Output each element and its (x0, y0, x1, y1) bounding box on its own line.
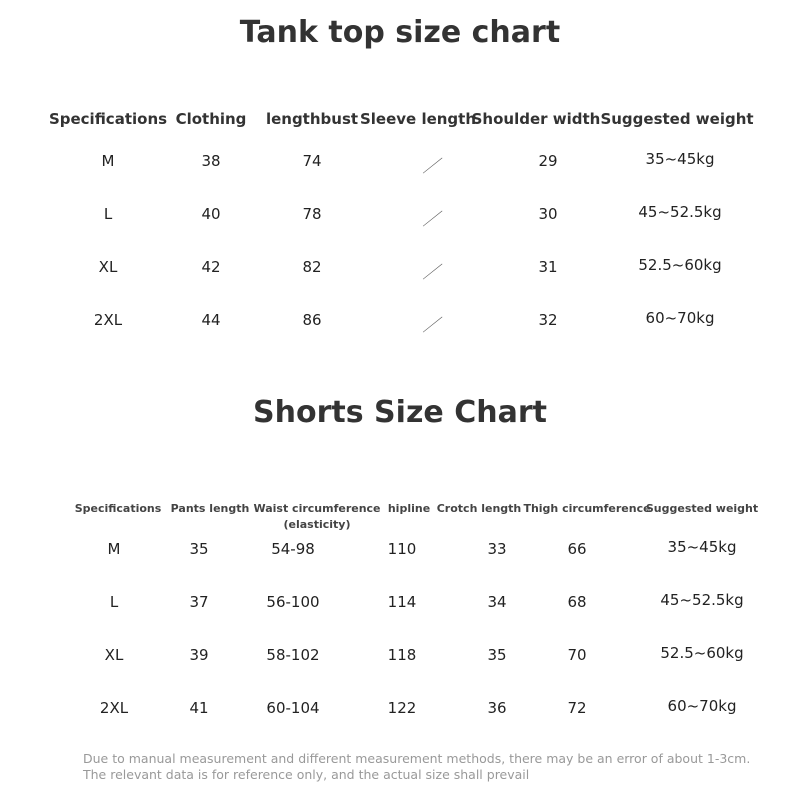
tank-table-cell: 40 (201, 205, 221, 223)
tank-table-cell: 35~45kg (645, 150, 715, 168)
tank-header-label: Shoulder width (471, 110, 601, 128)
tank-header-label: Specifications (48, 110, 168, 128)
shorts-header-cell (75, 502, 162, 515)
shorts-table-cell: 58-102 (266, 646, 320, 664)
shorts-header-cell (388, 502, 430, 515)
shorts-table-cell: 45~52.5kg (660, 591, 744, 609)
shorts-header-cell (523, 502, 650, 515)
shorts-table-cell: 72 (567, 699, 587, 717)
shorts-header-label: Crotch length (436, 502, 522, 515)
tank-table-cell: 32 (538, 311, 558, 329)
shorts-table-cell: 60~70kg (667, 697, 737, 715)
shorts-table-cell: 56-100 (266, 593, 320, 611)
shorts-header-label: Suggested weight (645, 502, 759, 515)
shorts-table-cell: 35 (487, 646, 507, 664)
shorts-table-cell: 66 (567, 540, 587, 558)
tank-top-title: Tank top size chart (239, 15, 561, 50)
tank-table-cell: ／ (422, 263, 440, 283)
shorts-header-label: Thigh circumference (523, 502, 651, 515)
shorts-header-label: hipline (387, 502, 431, 515)
shorts-header-label: Pants length (170, 502, 250, 515)
tank-table-cell: L (103, 205, 113, 223)
tank-table-cell: M (101, 152, 115, 170)
shorts-table-cell: 37 (189, 593, 209, 611)
shorts-table-cell: 122 (387, 699, 417, 717)
shorts-header-label: Waist circumference (253, 502, 381, 515)
shorts-table-cell: 35 (189, 540, 209, 558)
tank-header-label: Suggested weight (600, 110, 754, 128)
shorts-header-cell (437, 502, 522, 515)
tank-table-cell: ／ (422, 316, 440, 336)
tank-table-cell: 74 (302, 152, 322, 170)
tank-table-cell: ／ (422, 210, 440, 230)
shorts-table-cell: 39 (189, 646, 209, 664)
shorts-table-cell: 52.5~60kg (660, 644, 744, 662)
shorts-table-cell: 54-98 (271, 540, 315, 558)
tank-table-cell: 2XL (93, 311, 123, 329)
tank-table-cell: 78 (302, 205, 322, 223)
shorts-table-cell: 70 (567, 646, 587, 664)
shorts-table-cell: 2XL (99, 699, 129, 717)
tank-table-cell: XL (98, 258, 118, 276)
tank-table-cell: 52.5~60kg (638, 256, 722, 274)
tank-table-cell: 31 (538, 258, 558, 276)
shorts-table-cell: 110 (387, 540, 417, 558)
shorts-table-cell: 35~45kg (667, 538, 737, 556)
shorts-table-cell: 60-104 (266, 699, 320, 717)
tank-header-label: Sleeve length (359, 110, 477, 128)
shorts-table-cell: 118 (387, 646, 417, 664)
tank-header-label: lengthbust (265, 110, 359, 128)
tank-table-cell: ／ (422, 157, 440, 177)
tank-table-cell: 60~70kg (645, 309, 715, 327)
tank-table-cell: 42 (201, 258, 221, 276)
shorts-table-cell: XL (104, 646, 124, 664)
tank-header-label: Clothing (175, 110, 247, 128)
tank-table-cell: 38 (201, 152, 221, 170)
shorts-table-cell: L (109, 593, 119, 611)
shorts-header-cell (646, 502, 758, 515)
shorts-header-cell (171, 502, 250, 515)
tank-table-cell: 86 (302, 311, 322, 329)
shorts-table-cell: M (107, 540, 121, 558)
tank-table-cell: 45~52.5kg (638, 203, 722, 221)
shorts-table-cell: 34 (487, 593, 507, 611)
shorts-table-cell: 68 (567, 593, 587, 611)
shorts-table-cell: 114 (387, 593, 417, 611)
tank-table-cell: 30 (538, 205, 558, 223)
shorts-header-label: Specifications (74, 502, 162, 515)
shorts-table-cell: 33 (487, 540, 507, 558)
tank-table-cell: 29 (538, 152, 558, 170)
shorts-header-cell (253, 502, 380, 531)
measurement-disclaimer: Due to manual measurement and different measurement methods, there may be an error of about 1-3cm. The relevant data is for reference only, and the actual size shall prevail (83, 751, 751, 782)
shorts-table-cell: 41 (189, 699, 209, 717)
shorts-header-subtext: (elasticity) (283, 518, 351, 531)
tank-table-cell: 82 (302, 258, 322, 276)
shorts-table-cell: 36 (487, 699, 507, 717)
shorts-title: Shorts Size Chart (253, 395, 547, 430)
tank-table-cell: 44 (201, 311, 221, 329)
